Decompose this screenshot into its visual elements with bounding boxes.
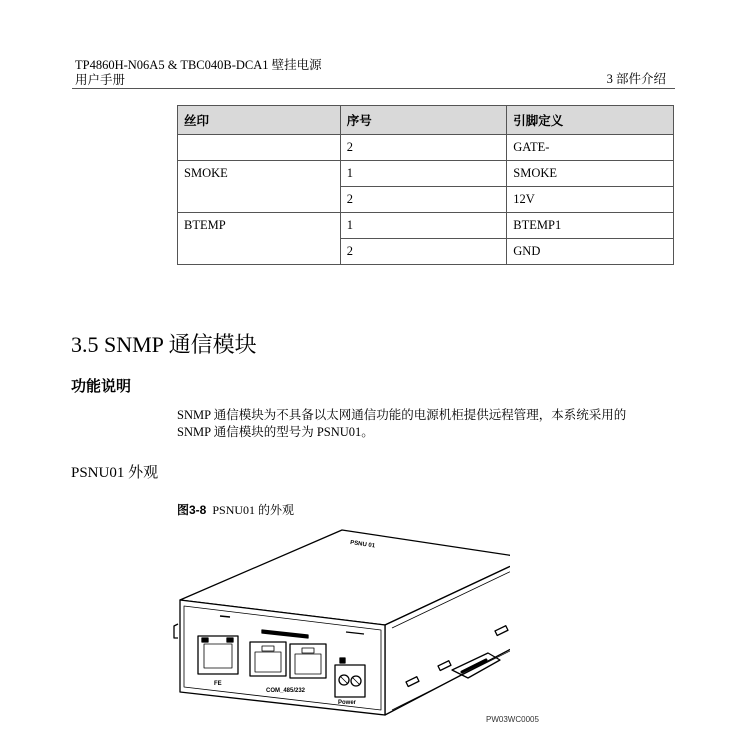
cell-silkscreen: BTEMP	[178, 213, 341, 265]
com-label: COM_485/232	[266, 688, 306, 694]
cell-number: 2	[340, 187, 507, 213]
cell-number: 1	[340, 161, 507, 187]
figure-number: 图3-8	[177, 503, 207, 517]
header-number: 序号	[340, 106, 507, 135]
description-line: SNMP 通信模块为不具备以太网通信功能的电源机柜提供远程管理，本系统采用的	[177, 408, 627, 422]
power-label: Power	[338, 700, 357, 706]
function-description	[177, 407, 677, 441]
pin-definition-table	[177, 105, 674, 265]
figure-caption	[177, 501, 294, 518]
cell-silkscreen	[178, 135, 341, 161]
cell-number: 1	[340, 213, 507, 239]
running-header-left	[75, 58, 322, 88]
cell-definition: GATE-	[507, 135, 674, 161]
section-title: 3.5 SNMP 通信模块	[71, 332, 257, 357]
description-line: SNMP 通信模块的型号为 PSNU01。	[177, 425, 374, 439]
top-label: PSNU 01	[349, 540, 376, 550]
fe-label: FE	[214, 681, 222, 687]
document-title: TP4860H-N06A5 & TBC040B-DCA1 壁挂电源	[75, 58, 322, 72]
table-row	[178, 213, 674, 239]
cell-definition: GND	[507, 239, 674, 265]
function-heading: 功能说明	[71, 378, 132, 395]
figure-code: PW03WC0005	[486, 715, 539, 724]
cell-number: 2	[340, 135, 507, 161]
table-header-row	[178, 106, 674, 135]
figure-title: PSNU01 的外观	[212, 503, 295, 517]
appearance-heading: PSNU01 外观	[71, 465, 159, 481]
table-row	[178, 135, 674, 161]
cell-definition: SMOKE	[507, 161, 674, 187]
cell-definition: BTEMP1	[507, 213, 674, 239]
cell-silkscreen: SMOKE	[178, 161, 341, 213]
document-subtitle: 用户手册	[75, 73, 126, 87]
header-pin-definition: 引脚定义	[507, 106, 674, 135]
cell-definition: 12V	[507, 187, 674, 213]
cell-number: 2	[340, 239, 507, 265]
running-header-chapter: 3 部件介绍	[606, 72, 666, 86]
table-row	[178, 161, 674, 187]
psnu01-device-illustration	[170, 520, 510, 720]
header-silkscreen: 丝印	[178, 106, 341, 135]
header-rule	[72, 88, 675, 89]
